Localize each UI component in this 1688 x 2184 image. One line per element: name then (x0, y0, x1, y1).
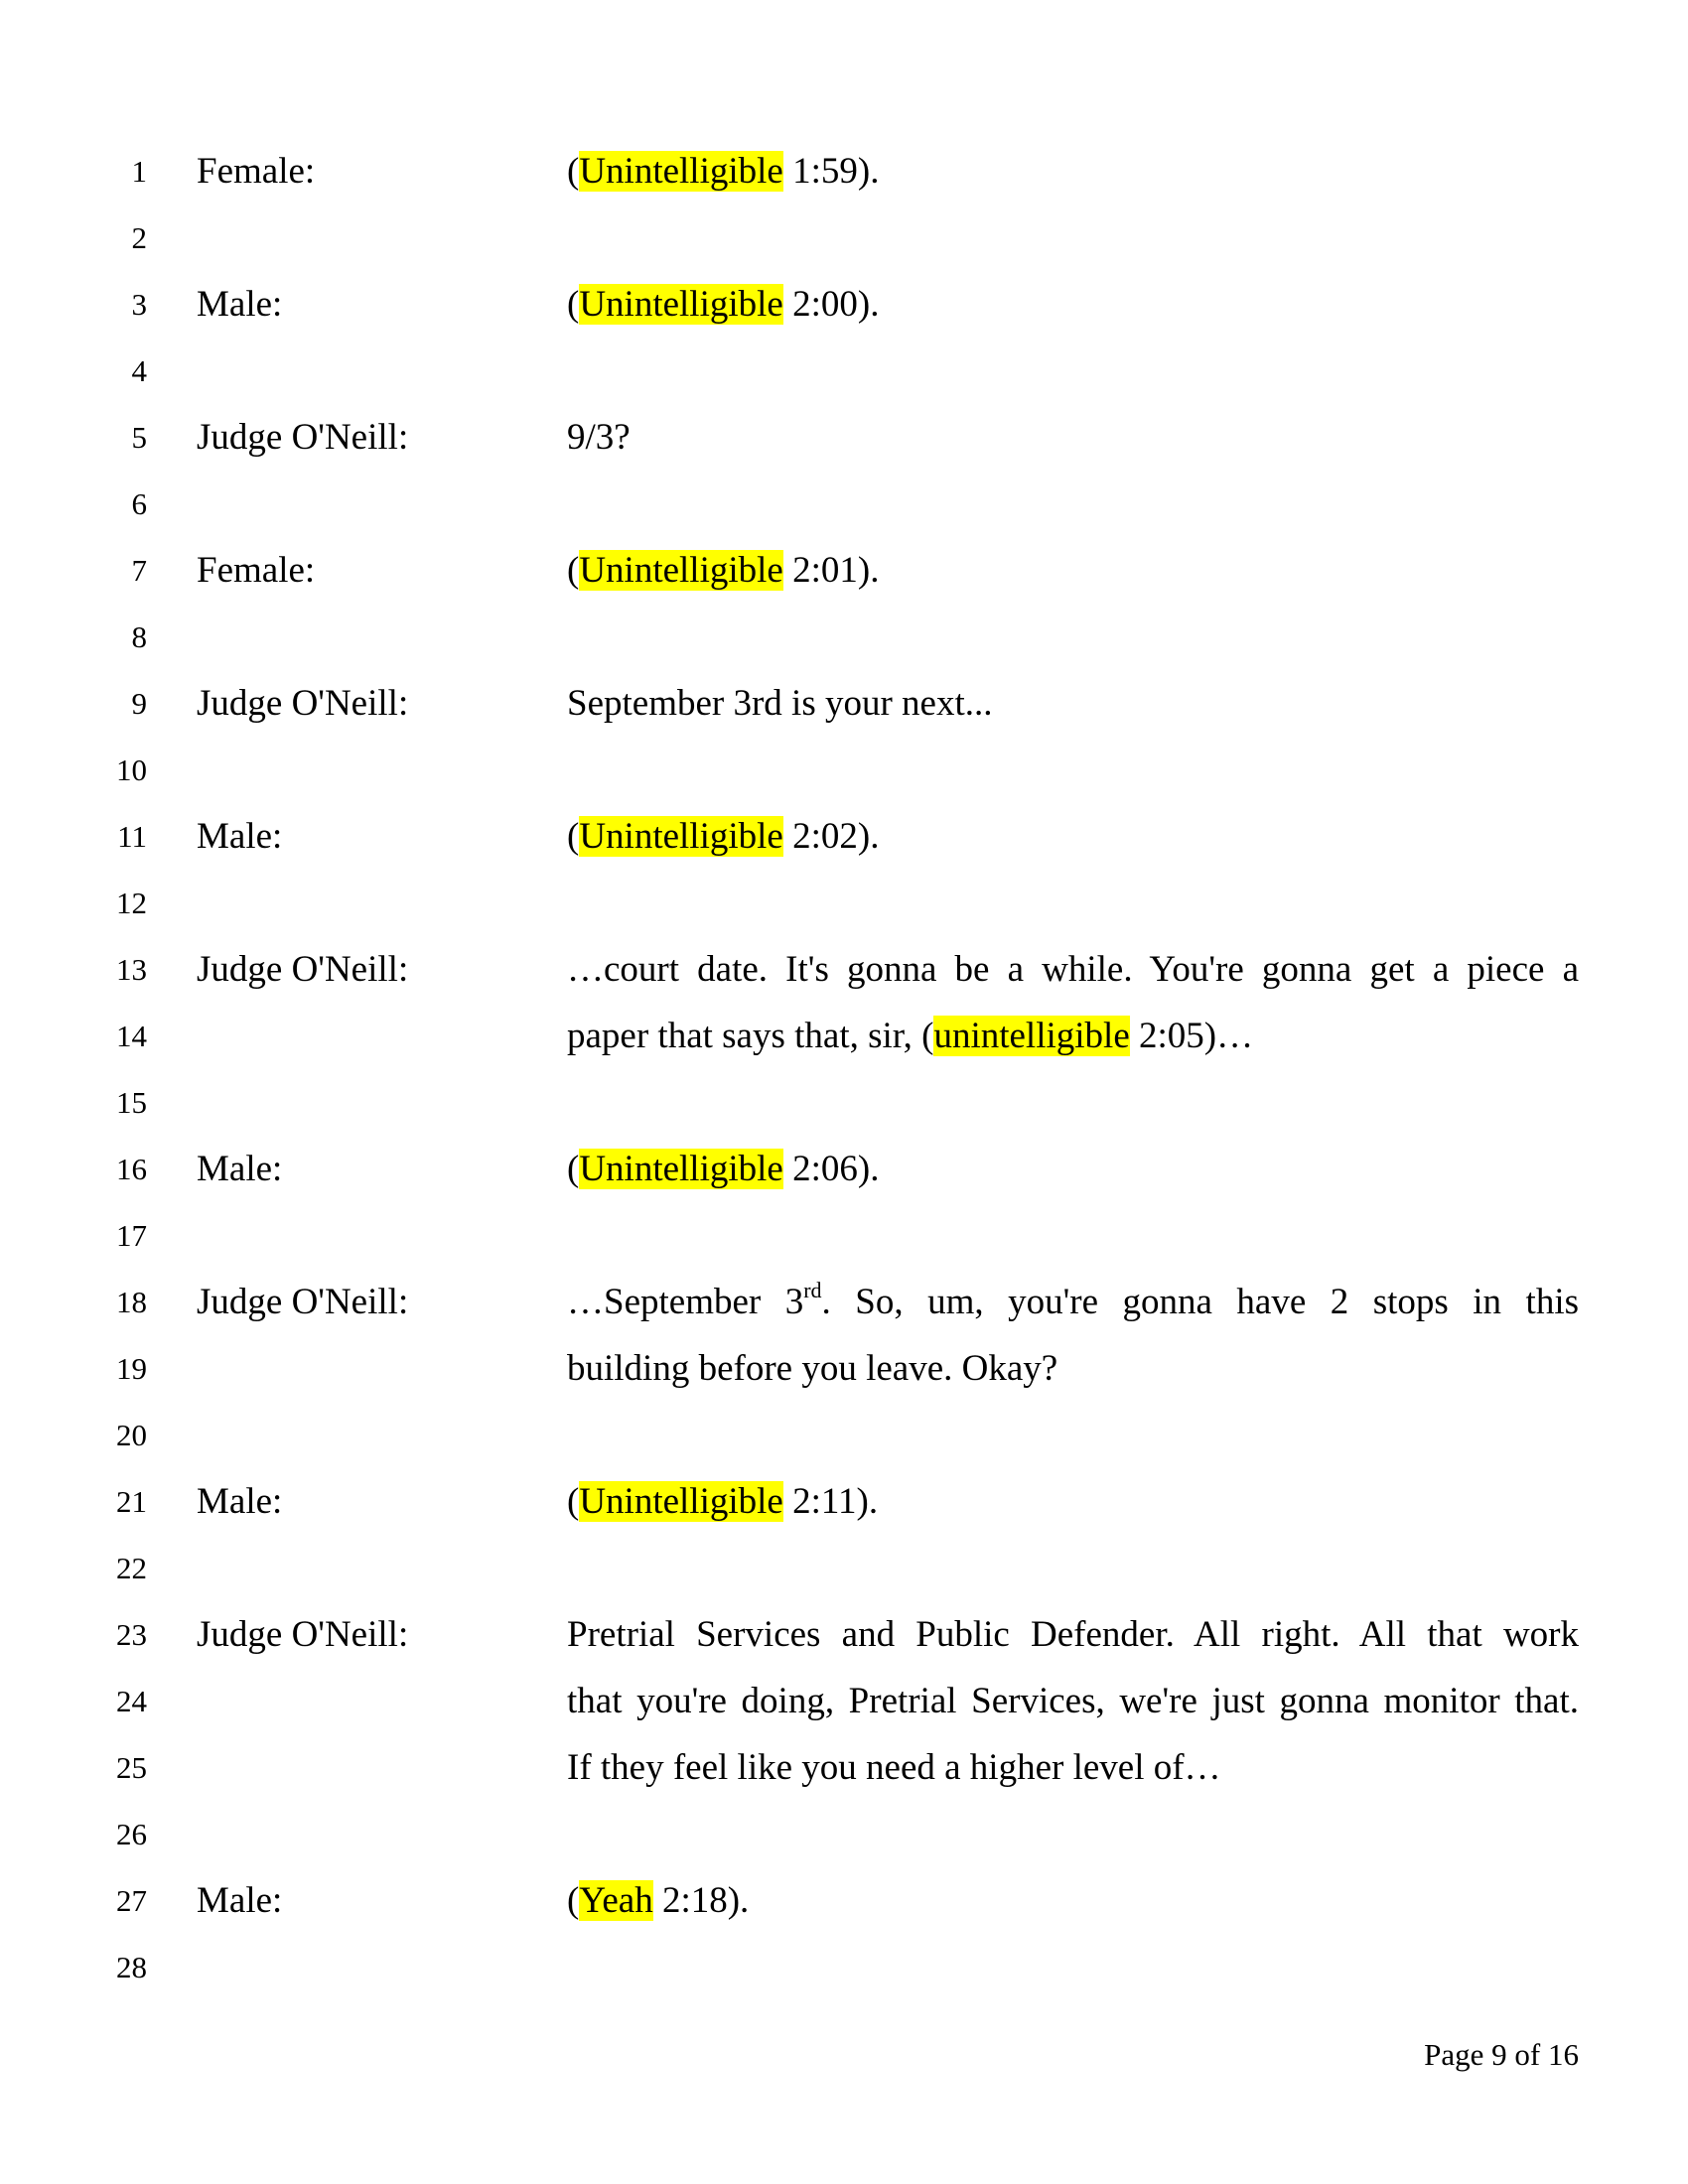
transcript-body (0, 144, 1688, 2006)
utterance-text (567, 1674, 1579, 1728)
transcript-line (0, 1807, 1688, 1873)
transcript-line (0, 277, 1688, 343)
utterance-text (567, 410, 1579, 465)
line-number: 4 (131, 353, 147, 388)
transcript-line (0, 1873, 1688, 1940)
utterance-segment: 2:05)… (1129, 1016, 1254, 1056)
utterance-segment: paper that says that, sir, ( (567, 1016, 934, 1056)
speaker-label: Judge O'Neill: (197, 417, 409, 458)
line-number: 8 (131, 619, 147, 654)
line-number: 25 (116, 1750, 147, 1785)
transcript-line (0, 343, 1688, 410)
line-number: 23 (116, 1617, 147, 1652)
transcript-line (0, 1740, 1688, 1807)
utterance-segment: ( (567, 1481, 580, 1522)
transcript-line (0, 942, 1688, 1009)
line-number: 1 (131, 154, 147, 189)
transcript-line (0, 410, 1688, 477)
transcript-line (0, 743, 1688, 809)
utterance-segment: 2:18). (652, 1880, 750, 1921)
utterance-segment: If they feel like you need a higher level of… (567, 1747, 1221, 1788)
highlighted-term: Yeah (579, 1880, 653, 1921)
line-number: 21 (116, 1484, 147, 1519)
line-number: 9 (131, 686, 147, 721)
line-number: 16 (116, 1152, 147, 1186)
line-number: 27 (116, 1883, 147, 1918)
page-number: Page 9 of 16 (1424, 2037, 1579, 2072)
utterance-segment: that you're doing, Pretrial Services, we're just gonna monitor that. (567, 1681, 1579, 1721)
line-number: 3 (131, 287, 147, 322)
utterance-segment: ( (567, 284, 580, 325)
transcript-line (0, 1940, 1688, 2006)
line-number: 10 (116, 752, 147, 787)
speaker-label: Female: (197, 550, 316, 591)
transcript-line (0, 1541, 1688, 1607)
speaker-label: Female: (197, 151, 316, 192)
utterance-text (567, 1740, 1579, 1795)
transcript-line (0, 876, 1688, 942)
transcript-line (0, 610, 1688, 676)
speaker-label: Judge O'Neill: (197, 1614, 409, 1655)
utterance-text (567, 543, 1579, 598)
speaker-label: Judge O'Neill: (197, 1282, 409, 1322)
utterance-segment: ( (567, 1149, 580, 1189)
highlighted-term: Unintelligible (579, 550, 783, 591)
line-number: 7 (131, 553, 147, 588)
line-number: 18 (116, 1285, 147, 1319)
utterance-text (567, 1341, 1579, 1396)
transcript-line (0, 1275, 1688, 1341)
line-number: 17 (116, 1218, 147, 1253)
transcript-line (0, 1408, 1688, 1474)
transcript-line (0, 543, 1688, 610)
speaker-label: Male: (197, 1149, 283, 1189)
transcript-line (0, 210, 1688, 277)
utterance-segment: Pretrial Services and Public Defender. All right. All that work (567, 1614, 1579, 1655)
line-number: 11 (117, 819, 147, 854)
transcript-line (0, 1607, 1688, 1674)
utterance-segment: …court date. It's gonna be a while. You're gonna get a piece a (567, 949, 1579, 990)
transcript-line (0, 676, 1688, 743)
transcript-line (0, 144, 1688, 210)
line-number: 15 (116, 1085, 147, 1120)
line-number: 20 (116, 1418, 147, 1452)
utterance-text (567, 1275, 1579, 1329)
utterance-segment: September 3rd is your next... (567, 683, 993, 724)
utterance-text (567, 1142, 1579, 1196)
utterance-text (567, 1474, 1579, 1529)
utterance-segment: 2:01). (782, 550, 880, 591)
utterance-segment: ( (567, 1880, 580, 1921)
line-number: 22 (116, 1551, 147, 1585)
speaker-label: Male: (197, 816, 283, 857)
transcript-line (0, 1075, 1688, 1142)
highlighted-term: unintelligible (933, 1016, 1130, 1056)
transcript-line (0, 809, 1688, 876)
highlighted-term: Unintelligible (579, 1481, 783, 1522)
utterance-segment: ( (567, 816, 580, 857)
line-number: 6 (131, 486, 147, 521)
line-number: 12 (116, 886, 147, 920)
highlighted-term: Unintelligible (579, 1149, 783, 1189)
speaker-label: Judge O'Neill: (197, 683, 409, 724)
line-number: 26 (116, 1817, 147, 1851)
transcript-line (0, 1142, 1688, 1208)
utterance-segment: 1:59). (782, 151, 880, 192)
highlighted-term: Unintelligible (579, 151, 783, 192)
utterance-text (567, 1607, 1579, 1662)
utterance-segment: 2:11). (782, 1481, 879, 1522)
highlighted-term: Unintelligible (579, 284, 783, 325)
ordinal-superscript: rd (803, 1278, 822, 1302)
utterance-segment: . So, um, you're gonna have 2 stops in this (821, 1282, 1579, 1322)
utterance-segment: building before you leave. Okay? (567, 1348, 1058, 1389)
utterance-segment: 2:00). (782, 284, 880, 325)
line-number: 24 (116, 1684, 147, 1718)
line-number: 19 (116, 1351, 147, 1386)
utterance-segment: …September 3 (567, 1282, 804, 1322)
speaker-label: Male: (197, 1880, 283, 1921)
speaker-label: Male: (197, 1481, 283, 1522)
utterance-text (567, 1009, 1579, 1063)
line-number: 2 (131, 220, 147, 255)
transcript-line (0, 1474, 1688, 1541)
utterance-text (567, 144, 1579, 199)
utterance-text (567, 942, 1579, 997)
line-number: 5 (131, 420, 147, 455)
transcript-line (0, 1341, 1688, 1408)
highlighted-term: Unintelligible (579, 816, 783, 857)
speaker-label: Male: (197, 284, 283, 325)
speaker-label: Judge O'Neill: (197, 949, 409, 990)
utterance-text (567, 1873, 1579, 1928)
utterance-text (567, 676, 1579, 731)
line-number: 13 (116, 952, 147, 987)
utterance-segment: ( (567, 151, 580, 192)
line-number: 28 (116, 1950, 147, 1984)
utterance-text (567, 277, 1579, 332)
line-number: 14 (116, 1019, 147, 1053)
transcript-line (0, 1208, 1688, 1275)
transcript-line (0, 1674, 1688, 1740)
transcript-line (0, 1009, 1688, 1075)
utterance-segment: 9/3? (567, 417, 631, 458)
utterance-segment: ( (567, 550, 580, 591)
utterance-text (567, 809, 1579, 864)
transcript-line (0, 477, 1688, 543)
utterance-segment: 2:06). (782, 1149, 880, 1189)
utterance-segment: 2:02). (782, 816, 880, 857)
